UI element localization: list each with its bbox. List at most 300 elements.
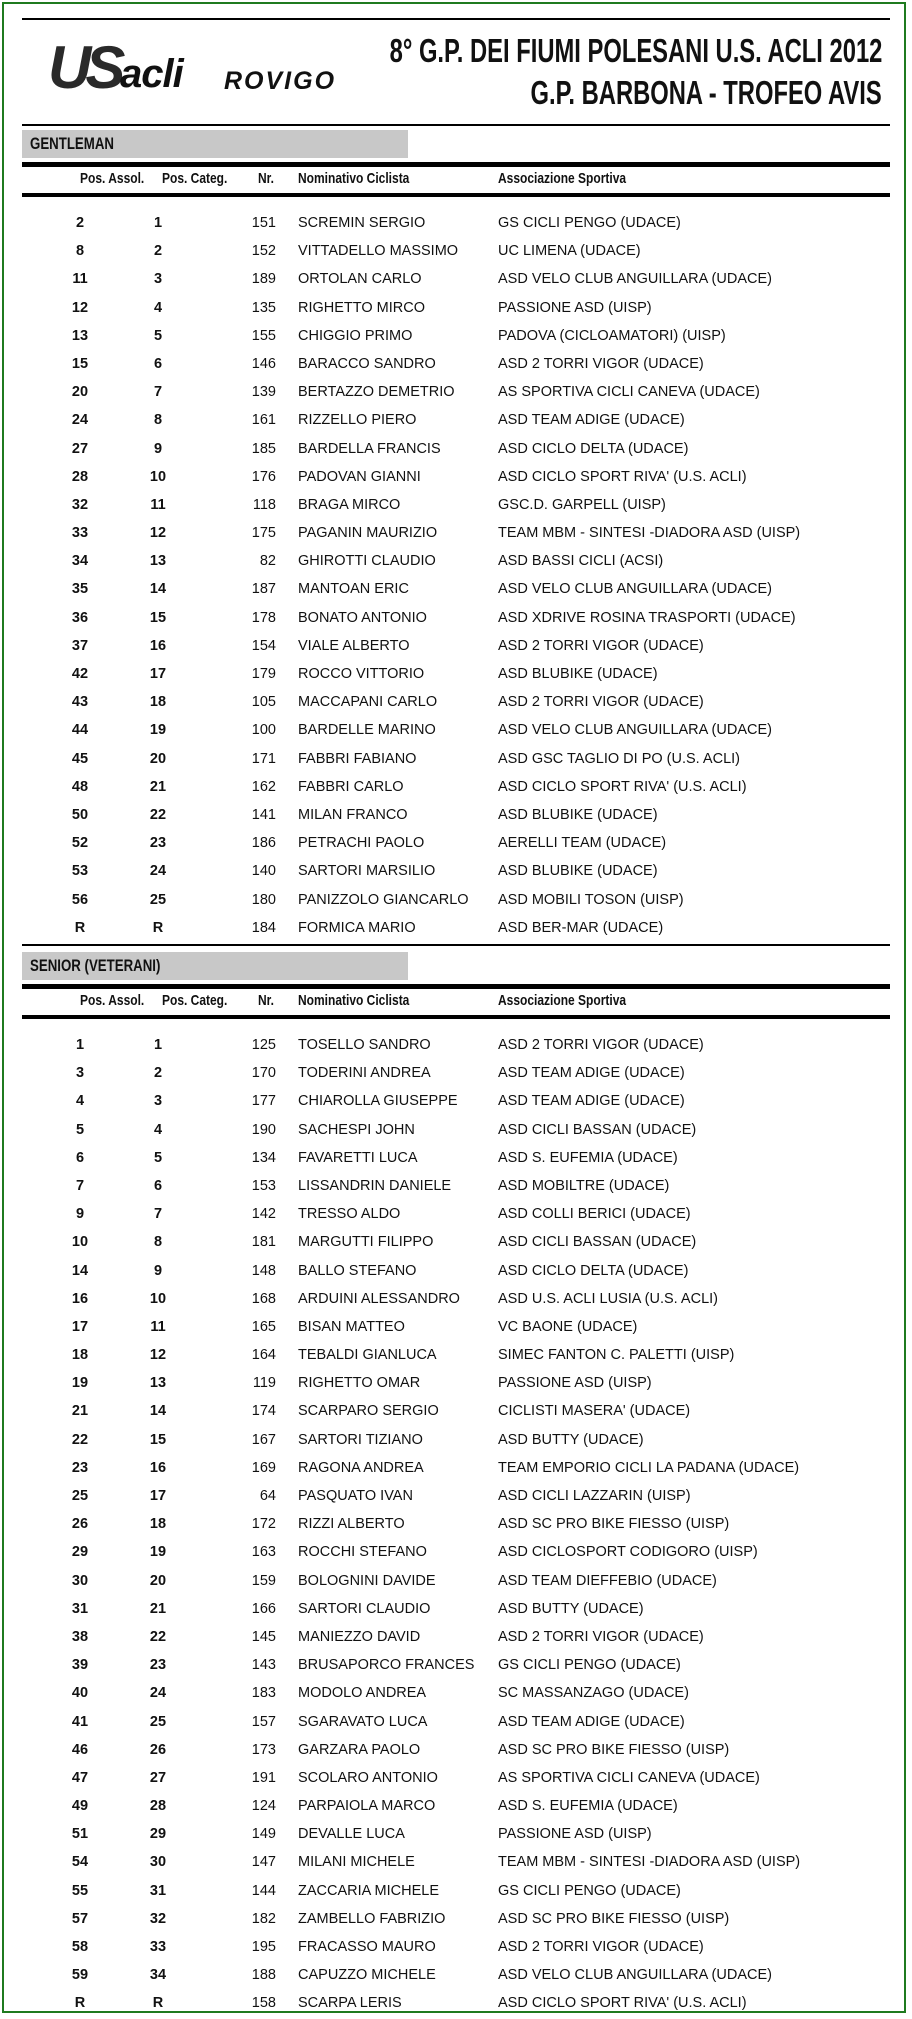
- team-name: ASD BLUBIKE (UDACE): [498, 666, 658, 682]
- team-name: ASD SC PRO BIKE FIESSO (UISP): [498, 1516, 730, 1533]
- team-name: ASD S. EUFEMIA (UDACE): [498, 1798, 678, 1815]
- table-row: [22, 350, 890, 378]
- race-number: 190: [251, 1121, 276, 1138]
- pos-assol: 1: [75, 1037, 85, 1053]
- team-name: ASD BER-MAR (UDACE): [498, 919, 664, 936]
- pos-categ: 19: [149, 722, 167, 739]
- race-number: 180: [251, 891, 276, 908]
- team-name: SIMEC FANTON C. PALETTI (UISP): [498, 1347, 735, 1364]
- table-row: [22, 519, 890, 547]
- pos-assol: 19: [71, 1375, 89, 1392]
- pos-assol: 32: [71, 496, 89, 513]
- pos-categ: 14: [149, 581, 167, 598]
- pos-categ: 31: [149, 1882, 167, 1899]
- pos-categ: 9: [153, 1262, 163, 1279]
- race-number: 165: [251, 1318, 276, 1335]
- table-row: [22, 322, 890, 350]
- rider-name: MARGUTTI FILIPPO: [298, 1234, 434, 1251]
- race-number: 177: [251, 1093, 276, 1110]
- pos-assol: 33: [71, 525, 89, 542]
- rider-name: TODERINI ANDREA: [298, 1065, 431, 1082]
- table-row: [22, 1708, 890, 1736]
- race-number: 181: [251, 1234, 276, 1251]
- pos-categ: 7: [153, 1206, 163, 1223]
- pos-categ: 24: [149, 1685, 167, 1702]
- pos-assol: 35: [71, 581, 89, 598]
- race-number: 187: [251, 581, 276, 598]
- rider-name: SACHESPI JOHN: [298, 1121, 415, 1138]
- pos-assol: 50: [71, 806, 89, 823]
- table-row: [22, 463, 890, 491]
- team-name: AS SPORTIVA CICLI CANEVA (UDACE): [498, 384, 760, 401]
- rider-name: BARACCO SANDRO: [298, 355, 436, 372]
- rider-name: BONATO ANTONIO: [298, 609, 427, 626]
- table-row: [22, 1200, 890, 1228]
- table-row: [22, 1397, 890, 1425]
- col-associazione: Associazione Sportiva: [498, 170, 627, 187]
- pos-assol: 42: [71, 666, 89, 682]
- event-subtitle: G.P. BARBONA - TROFEO AVIS: [530, 74, 882, 111]
- table-row: [22, 801, 890, 829]
- table-row: [22, 1510, 890, 1538]
- team-name: ASD SC PRO BIKE FIESSO (UISP): [498, 1910, 730, 1927]
- race-number: 125: [251, 1037, 276, 1053]
- table-row: [22, 1369, 890, 1397]
- pos-categ: 10: [149, 468, 167, 485]
- table-row: [22, 1538, 890, 1566]
- pos-categ: 2: [153, 1065, 163, 1082]
- rider-name: FABBRI CARLO: [298, 778, 404, 795]
- col-pos-assol: Pos. Assol.: [80, 170, 145, 187]
- team-name: ASD SC PRO BIKE FIESSO (UISP): [498, 1741, 730, 1758]
- rider-name: SARTORI TIZIANO: [298, 1431, 423, 1448]
- pos-assol: 24: [71, 412, 89, 429]
- table-row: [22, 1257, 890, 1285]
- team-name: ASD CICLI BASSAN (UDACE): [498, 1121, 697, 1138]
- team-name: ASD CICLI BASSAN (UDACE): [498, 1234, 697, 1251]
- race-number: 140: [251, 863, 276, 880]
- rider-name: MILAN FRANCO: [298, 806, 408, 823]
- table-row: [22, 1989, 890, 2017]
- pos-assol: 13: [71, 327, 89, 344]
- table-row: [22, 1736, 890, 1764]
- race-number: 149: [251, 1826, 276, 1843]
- pos-assol: 59: [71, 1967, 89, 1984]
- race-number: 147: [251, 1854, 276, 1871]
- pos-categ: 18: [149, 694, 167, 711]
- pos-assol: 43: [71, 694, 89, 711]
- race-number: 186: [251, 835, 276, 852]
- pos-assol: 8: [75, 243, 85, 260]
- pos-categ: 1: [153, 1037, 163, 1053]
- rider-name: PANIZZOLO GIANCARLO: [298, 891, 469, 908]
- table-row: [22, 1454, 890, 1482]
- team-name: ASD TEAM DIEFFEBIO (UDACE): [498, 1572, 717, 1589]
- pos-categ: 2: [153, 243, 163, 260]
- pos-categ: 8: [153, 1234, 163, 1251]
- rider-name: MACCAPANI CARLO: [298, 694, 438, 711]
- team-name: ASD COLLI BERICI (UDACE): [498, 1206, 691, 1223]
- pos-categ: 20: [149, 1572, 167, 1589]
- pos-assol: 2: [75, 215, 85, 231]
- race-number: 166: [251, 1600, 276, 1617]
- rider-name: MODOLO ANDREA: [298, 1685, 427, 1702]
- col-associazione: Associazione Sportiva: [498, 992, 627, 1009]
- team-name: VC BAONE (UDACE): [498, 1318, 638, 1335]
- race-number: 148: [251, 1262, 276, 1279]
- pos-categ: 13: [149, 553, 167, 570]
- rider-name: RIGHETTO MIRCO: [298, 299, 426, 316]
- table-row: [22, 435, 890, 463]
- pos-assol: 14: [71, 1262, 89, 1279]
- rider-name: PARPAIOLA MARCO: [298, 1798, 436, 1815]
- pos-categ: 9: [153, 440, 163, 457]
- race-number: 141: [251, 806, 276, 823]
- rider-name: LISSANDRIN DANIELE: [298, 1177, 452, 1194]
- race-number: 119: [252, 1375, 276, 1392]
- table-row: [22, 1144, 890, 1172]
- table-row: [22, 660, 890, 688]
- rider-name: VIALE ALBERTO: [298, 637, 410, 654]
- pos-categ: 15: [149, 609, 167, 626]
- rider-name: TEBALDI GIANLUCA: [298, 1347, 437, 1364]
- results-table: [22, 209, 890, 942]
- pos-categ: 25: [149, 891, 167, 908]
- race-number: 185: [251, 440, 276, 457]
- rider-name: FRACASSO MAURO: [298, 1939, 436, 1955]
- document-header: [22, 18, 890, 126]
- logo-acli-text: acli: [120, 52, 183, 96]
- table-row: [22, 1031, 890, 1059]
- pos-categ: 21: [149, 1600, 167, 1617]
- race-number: 164: [251, 1347, 276, 1364]
- pos-assol: 23: [71, 1459, 89, 1476]
- table-row: [22, 1482, 890, 1510]
- table-header: [22, 162, 890, 197]
- team-name: ASD CICLO DELTA (UDACE): [498, 440, 689, 457]
- section-gentleman: [22, 130, 890, 942]
- pos-categ: 12: [149, 525, 167, 542]
- race-number: 139: [251, 384, 276, 401]
- team-name: ASD 2 TORRI VIGOR (UDACE): [498, 637, 704, 654]
- pos-categ: 16: [149, 1459, 167, 1476]
- race-number: 182: [251, 1910, 276, 1927]
- pos-assol: 52: [71, 835, 89, 852]
- section-title: GENTLEMAN: [22, 130, 408, 158]
- rider-name: TRESSO ALDO: [298, 1206, 401, 1223]
- pos-assol: 20: [71, 384, 89, 401]
- table-row: [22, 688, 890, 716]
- race-number: 158: [251, 1995, 276, 2012]
- table-row: [22, 1313, 890, 1341]
- rider-name: CAPUZZO MICHELE: [298, 1967, 436, 1984]
- team-name: ASD BLUBIKE (UDACE): [498, 863, 658, 880]
- race-number: 184: [251, 919, 276, 936]
- table-row: [22, 1679, 890, 1707]
- rider-name: PETRACHI PAOLO: [298, 835, 425, 852]
- pos-categ: 25: [149, 1713, 167, 1730]
- rider-name: PASQUATO IVAN: [298, 1488, 413, 1504]
- race-number: 143: [251, 1657, 276, 1674]
- pos-assol: 54: [71, 1854, 89, 1871]
- race-number: 153: [251, 1177, 276, 1194]
- section-senior: [22, 944, 890, 2018]
- race-number: 179: [251, 666, 276, 682]
- race-number: 151: [251, 215, 276, 231]
- table-row: [22, 1087, 890, 1115]
- pos-assol: 46: [71, 1741, 89, 1758]
- team-name: ASD TEAM ADIGE (UDACE): [498, 1065, 685, 1082]
- pos-categ: 29: [149, 1826, 167, 1843]
- rider-name: ROCCO VITTORIO: [298, 666, 425, 682]
- team-name: ASD 2 TORRI VIGOR (UDACE): [498, 694, 704, 711]
- pos-categ: R: [152, 919, 164, 936]
- rider-name: FAVARETTI LUCA: [298, 1149, 418, 1166]
- pos-assol: 48: [71, 778, 89, 795]
- pos-assol: 45: [71, 750, 89, 767]
- team-name: ASD U.S. ACLI LUSIA (U.S. ACLI): [498, 1290, 718, 1307]
- team-name: GS CICLI PENGO (UDACE): [498, 1657, 681, 1674]
- rider-name: BISAN MATTEO: [298, 1318, 405, 1335]
- team-name: ASD CICLI LAZZARIN (UISP): [498, 1488, 691, 1504]
- team-name: ASD BUTTY (UDACE): [498, 1600, 644, 1617]
- table-row: [22, 745, 890, 773]
- pos-assol: 3: [75, 1065, 85, 1082]
- pos-assol: 31: [71, 1600, 89, 1617]
- pos-assol: 44: [71, 722, 89, 739]
- team-name: PADOVA (CICLOAMATORI) (UISP): [498, 327, 726, 344]
- pos-categ: 17: [149, 1488, 167, 1504]
- team-name: ASD TEAM ADIGE (UDACE): [498, 1093, 685, 1110]
- table-row: [22, 575, 890, 603]
- table-row: [22, 265, 890, 293]
- col-pos-categ: Pos. Categ.: [162, 170, 228, 187]
- race-number: 100: [251, 722, 276, 739]
- race-number: 64: [259, 1488, 276, 1504]
- team-name: ASD 2 TORRI VIGOR (UDACE): [498, 1037, 704, 1053]
- table-row: [22, 857, 890, 885]
- rider-name: SCREMIN SERGIO: [298, 215, 426, 231]
- pos-assol: 18: [71, 1347, 89, 1364]
- pos-assol: 5: [75, 1121, 85, 1138]
- table-row: [22, 1623, 890, 1651]
- rider-name: SARTORI CLAUDIO: [298, 1600, 431, 1617]
- team-name: ASD CICLO DELTA (UDACE): [498, 1262, 689, 1279]
- team-name: ASD MOBILTRE (UDACE): [498, 1177, 670, 1194]
- race-number: 142: [251, 1206, 276, 1223]
- pos-categ: 32: [149, 1910, 167, 1927]
- pos-categ: 19: [149, 1544, 167, 1561]
- rider-name: SCARPA LERIS: [298, 1995, 402, 2012]
- table-row: [22, 491, 890, 519]
- team-name: TEAM MBM - SINTESI -DIADORA ASD (UISP): [498, 1854, 801, 1871]
- rider-name: SGARAVATO LUCA: [298, 1713, 428, 1730]
- table-row: [22, 294, 890, 322]
- rider-name: GARZARA PAOLO: [298, 1741, 421, 1758]
- table-row: [22, 1905, 890, 1933]
- team-name: ASD CICLO SPORT RIVA' (U.S. ACLI): [498, 778, 747, 795]
- rider-name: PAGANIN MAURIZIO: [298, 525, 438, 542]
- rider-name: RIZZELLO PIERO: [298, 412, 417, 429]
- pos-assol: 25: [71, 1488, 89, 1504]
- table-row: [22, 1228, 890, 1256]
- race-number: 168: [251, 1290, 276, 1307]
- table-row: [22, 1059, 890, 1087]
- rider-name: DEVALLE LUCA: [298, 1826, 405, 1843]
- race-number: 169: [251, 1459, 276, 1476]
- team-name: ASD GSC TAGLIO DI PO (U.S. ACLI): [498, 750, 740, 767]
- pos-assol: 34: [71, 553, 89, 570]
- race-number: 174: [251, 1403, 276, 1420]
- team-name: ASD MOBILI TOSON (UISP): [498, 891, 684, 908]
- rider-name: SCARPARO SERGIO: [298, 1403, 439, 1420]
- pos-assol: 49: [71, 1798, 89, 1815]
- rider-name: RIGHETTO OMAR: [298, 1375, 421, 1392]
- team-name: ASD VELO CLUB ANGUILLARA (UDACE): [498, 1967, 772, 1984]
- table-row: [22, 773, 890, 801]
- race-number: 171: [251, 750, 276, 767]
- race-number: 144: [251, 1882, 276, 1899]
- team-name: ASD 2 TORRI VIGOR (UDACE): [498, 355, 704, 372]
- rider-name: ORTOLAN CARLO: [298, 271, 422, 288]
- pos-categ: 3: [153, 271, 163, 288]
- race-number: 183: [251, 1685, 276, 1702]
- team-name: PASSIONE ASD (UISP): [498, 299, 652, 316]
- race-number: 155: [251, 327, 276, 344]
- col-pos-categ: Pos. Categ.: [162, 992, 228, 1009]
- team-name: ASD BASSI CICLI (ACSI): [498, 553, 664, 570]
- table-row: [22, 1933, 890, 1961]
- race-number: 162: [251, 778, 276, 795]
- pos-categ: 30: [149, 1854, 167, 1871]
- rider-name: SCOLARO ANTONIO: [298, 1769, 438, 1786]
- logo-city: ROVIGO: [224, 67, 337, 95]
- race-number: 145: [251, 1628, 276, 1645]
- table-row: [22, 1285, 890, 1313]
- table-row: [22, 237, 890, 265]
- pos-assol: 29: [71, 1544, 89, 1561]
- pos-categ: 27: [149, 1769, 167, 1786]
- team-name: ASD CICLO SPORT RIVA' (U.S. ACLI): [498, 468, 747, 485]
- team-name: PASSIONE ASD (UISP): [498, 1826, 652, 1843]
- race-number: 191: [251, 1769, 276, 1786]
- table-row: [22, 829, 890, 857]
- rider-name: MANTOAN ERIC: [298, 581, 409, 598]
- race-number: 170: [251, 1065, 276, 1082]
- team-name: ASD 2 TORRI VIGOR (UDACE): [498, 1628, 704, 1645]
- table-row: [22, 1820, 890, 1848]
- pos-assol: 17: [71, 1318, 89, 1335]
- pos-categ: 33: [149, 1939, 167, 1955]
- table-row: [22, 1961, 890, 1989]
- pos-assol: 36: [71, 609, 89, 626]
- team-name: ASD TEAM ADIGE (UDACE): [498, 1713, 685, 1730]
- race-number: 135: [251, 299, 276, 316]
- team-name: GS CICLI PENGO (UDACE): [498, 1882, 681, 1899]
- rider-name: ROCCHI STEFANO: [298, 1544, 427, 1561]
- team-name: ASD VELO CLUB ANGUILLARA (UDACE): [498, 581, 772, 598]
- table-row: [22, 1116, 890, 1144]
- event-title: 8° G.P. DEI FIUMI POLESANI U.S. ACLI 2012: [389, 32, 882, 69]
- table-row: [22, 1792, 890, 1820]
- pos-categ: 23: [149, 835, 167, 852]
- race-number: 188: [251, 1967, 276, 1984]
- rider-name: ZAMBELLO FABRIZIO: [298, 1910, 446, 1927]
- race-number: 163: [251, 1544, 276, 1561]
- race-number: 134: [251, 1149, 276, 1166]
- rider-name: MILANI MICHELE: [298, 1854, 415, 1871]
- pos-assol: R: [74, 919, 86, 936]
- col-nominativo: Nominativo Ciclista: [298, 170, 410, 187]
- race-number: 175: [251, 525, 276, 542]
- table-row: [22, 604, 890, 632]
- pos-categ: 6: [153, 1177, 163, 1194]
- rider-name: BOLOGNINI DAVIDE: [298, 1572, 436, 1589]
- table-row: [22, 378, 890, 406]
- pos-categ: 34: [149, 1967, 167, 1984]
- rider-name: CHIGGIO PRIMO: [298, 327, 413, 344]
- race-number: 152: [251, 243, 276, 260]
- race-number: 146: [251, 355, 276, 372]
- pos-categ: 5: [153, 327, 163, 344]
- race-number: 195: [251, 1939, 276, 1955]
- table-row: [22, 632, 890, 660]
- race-number: 82: [259, 553, 276, 570]
- rider-name: BARDELLE MARINO: [298, 722, 436, 739]
- pos-categ: 3: [153, 1093, 163, 1110]
- logo-us-mark: US: [48, 34, 120, 101]
- table-row: [22, 209, 890, 237]
- pos-categ: 22: [149, 806, 167, 823]
- table-row: [22, 1848, 890, 1876]
- team-name: GSC.D. GARPELL (UISP): [498, 496, 666, 513]
- table-row: [22, 547, 890, 575]
- rider-name: PADOVAN GIANNI: [298, 468, 421, 485]
- pos-assol: 11: [72, 271, 88, 288]
- pos-assol: 55: [71, 1882, 89, 1899]
- pos-categ: 11: [150, 1318, 166, 1335]
- pos-assol: 51: [71, 1826, 89, 1843]
- pos-assol: 12: [71, 299, 89, 316]
- pos-assol: 6: [75, 1149, 85, 1166]
- team-name: ASD BLUBIKE (UDACE): [498, 806, 658, 823]
- team-name: ASD BUTTY (UDACE): [498, 1431, 644, 1448]
- rider-name: MANIEZZO DAVID: [298, 1628, 421, 1645]
- rider-name: SARTORI MARSILIO: [298, 863, 436, 880]
- table-row: [22, 1764, 890, 1792]
- results-table: [22, 1031, 890, 2018]
- us-acli-logo: [48, 34, 338, 101]
- team-name: ASD TEAM ADIGE (UDACE): [498, 412, 685, 429]
- pos-categ: 18: [149, 1516, 167, 1533]
- pos-categ: 7: [153, 384, 163, 401]
- pos-assol: 16: [71, 1290, 89, 1307]
- pos-assol: 56: [71, 891, 89, 908]
- pos-categ: 4: [153, 299, 163, 316]
- race-number: 189: [251, 271, 276, 288]
- rider-name: VITTADELLO MASSIMO: [298, 243, 459, 260]
- pos-assol: 27: [71, 440, 89, 457]
- pos-assol: 57: [71, 1910, 89, 1927]
- pos-categ: 6: [153, 355, 163, 372]
- rider-name: BRUSAPORCO FRANCES: [298, 1657, 475, 1674]
- team-name: AS SPORTIVA CICLI CANEVA (UDACE): [498, 1769, 760, 1786]
- team-name: ASD CICLOSPORT CODIGORO (UISP): [498, 1544, 758, 1561]
- table-row: [22, 1426, 890, 1454]
- race-number: 176: [251, 468, 276, 485]
- table-row: [22, 1877, 890, 1905]
- pos-categ: 8: [153, 412, 163, 429]
